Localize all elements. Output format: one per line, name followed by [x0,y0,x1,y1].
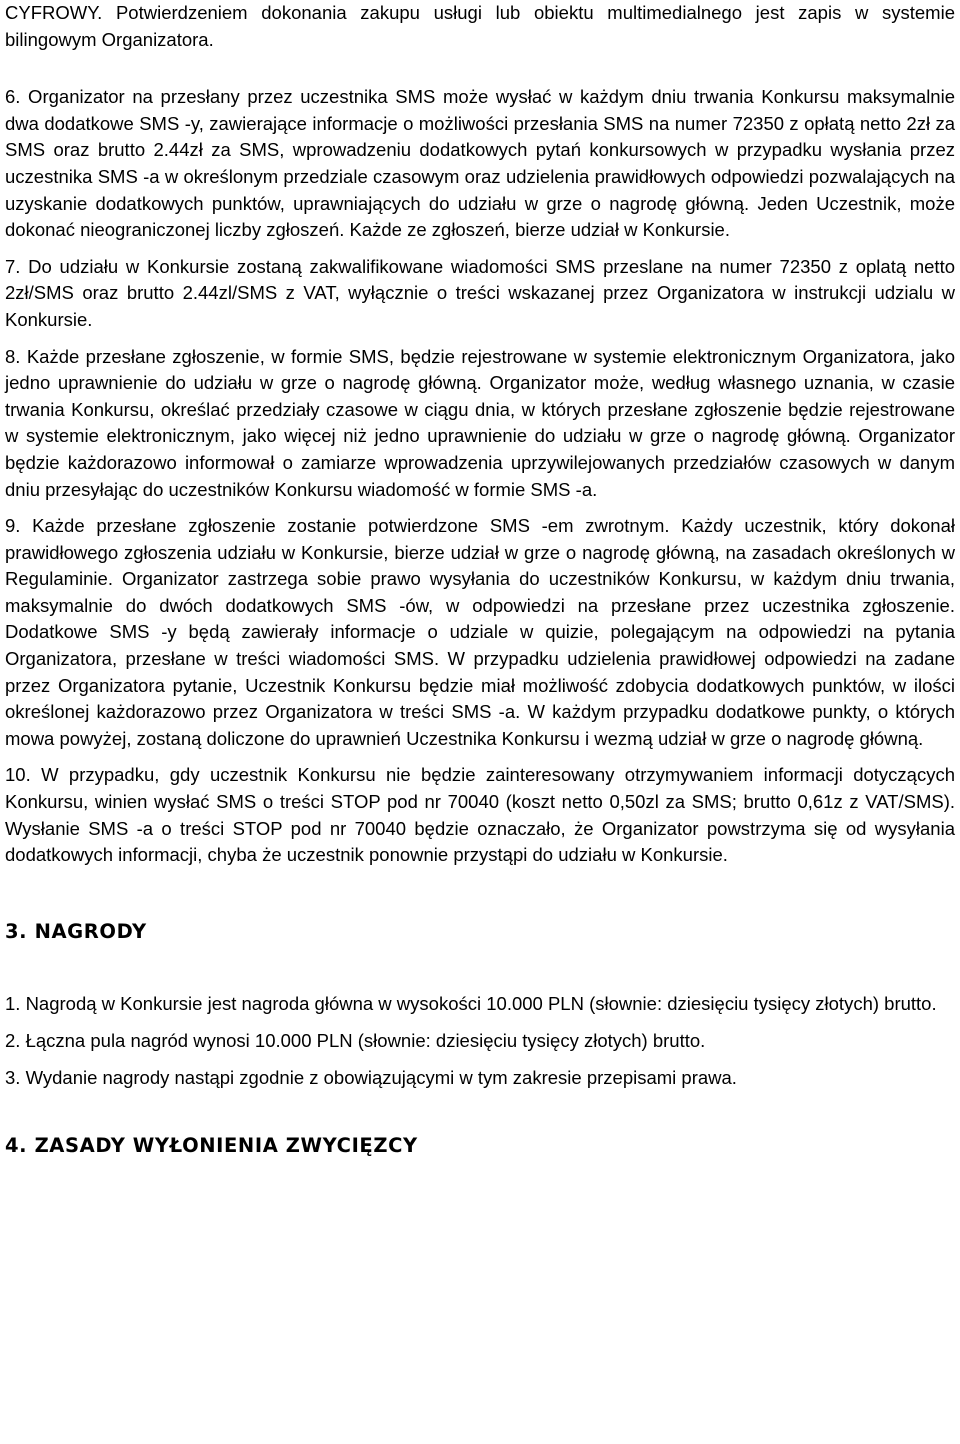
rule-item-6: 6. Organizator na przesłany przez uczestnika SMS może wysłać w każdym dniu trwania Konkursu maksymalnie dwa dodatkowe SMS -y, zawierające informacje o możliwości przesłania SMS na numer 72350 z opłatą netto 2zł za SMS oraz brutto 2.44zł za SMS, wprowadzeniu dodatkowych pytań konkursowych w przypadku wysłania przez uczestnika SMS -a w określonym przedziale czasowym oraz udzielenia prawidłowych odpowiedzi pozwalających na uzyskanie dodatkowych punktów, uprawniających do udziału w grze o nagrodę główną. Jeden Uczestnik, może dokonać nieograniczonej liczby zgłoszeń. Każde ze zgłoszeń, bierze udział w Konkursie. [5,86,955,241]
prize-item-1: 1. Nagrodą w Konkursie jest nagroda główna w wysokości 10.000 PLN (słownie: dziesięciu tysięcy złotych) brutto. [5,993,937,1015]
section-heading-winner-rules: 4. ZASADY WYŁONIENIA ZWYCIĘZCY [5,1134,418,1158]
rule-item-9: 9. Każde przesłane zgłoszenie zostanie potwierdzone SMS -em zwrotnym. Każdy uczestnik, który dokonał prawidłowego zgłoszenia udziału w Konkursie, bierze udział w grze o nagrodę główną, na zasadach określonych w Regulaminie. Organizator zastrzega sobie prawo wysyłania do uczestników Konkursu, w każdym dniu trwania, maksymalnie do dwóch dodatkowych SMS -ów, w odpowiedzi na przesłane przez uczestnika zgłoszenie. Dodatkowe SMS -y będą zawierały informacje o udziale w quizie, polegającym na odpowiedzi na pytania Organizatora, przesłane w treści wiadomości SMS. W przypadku udzielenia prawidłowej odpowiedzi na zadane przez Organizatora pytanie, Uczestnik Konkursu będzie miał możliwość zdobycia dodatkowych punktów, w ilości określonej każdorazowo przez Organizatora w treści SMS -a. W każdym przypadku dodatkowe punkty, o których mowa powyżej, zostaną doliczone do uprawnień Uczestnika Konkursu i wezmą udział w grze o nagrodę główną. [5,515,955,749]
prize-item-3: 3. Wydanie nagrody nastąpi zgodnie z obowiązującymi w tym zakresie przepisami prawa. [5,1066,737,1088]
rule-item-7: 7. Do udziału w Konkursie zostaną zakwalifikowane wiadomości SMS przeslane na numer 72350 z oplatą netto 2zł/SMS oraz brutto 2.44zl/SMS z VAT, wyłącznie o treści wskazanej przez Organizatora w instrukcji udzialu w Konkursie. [5,255,955,330]
rule-item-8: 8. Każde przesłane zgłoszenie, w formie SMS, będzie rejestrowane w systemie elektronicznym Organizatora, jako jedno uprawnienie do udziału w grze o nagrodę główną. Organizator może, według własnego uznania, w czasie trwania Konkursu, określać przedziały czasowe w ciągu dnia, w których przesłane zgłoszenie będzie rejestrowane w systemie elektronicznym, jako więcej niż jedno uprawnienie do udziału w grze o nagrodę główną. Organizator będzie każdorazowo informował o zamiarze wprowadzenia uprzywilejowanych przedziałów czasowych w danym dniu przesyłając do uczestników Konkursu wiadomość w formie SMS -a. [5,345,955,500]
prize-item-2: 2. Łączna pula nagród wynosi 10.000 PLN (słownie: dziesięciu tysięcy złotych) brutto. [5,1030,706,1051]
document-page [5,0,955,1160]
rule-item-10: 10. W przypadku, gdy uczestnik Konkursu nie będzie zainteresowany otrzymywaniem informacji dotyczących Konkursu, winien wysłać SMS o treści STOP pod nr 70040 (koszt netto 0,50zl za SMS; brutto 0,61z z VAT/SMS). Wysłanie SMS -a o treści STOP pod nr 70040 będzie oznaczało, że Organizator powstrzyma się od wysyłania dodatkowych informacji, chyba że uczestnik ponownie przystąpi do udziału w Konkursie. [5,764,955,866]
section-heading-prizes: 3. NAGRODY [5,919,147,943]
intro-paragraph: CYFROWY. Potwierdzeniem dokonania zakupu usługi lub obiektu multimedialnego jest zapis w systemie bilingowym Organizatora. [5,2,955,50]
